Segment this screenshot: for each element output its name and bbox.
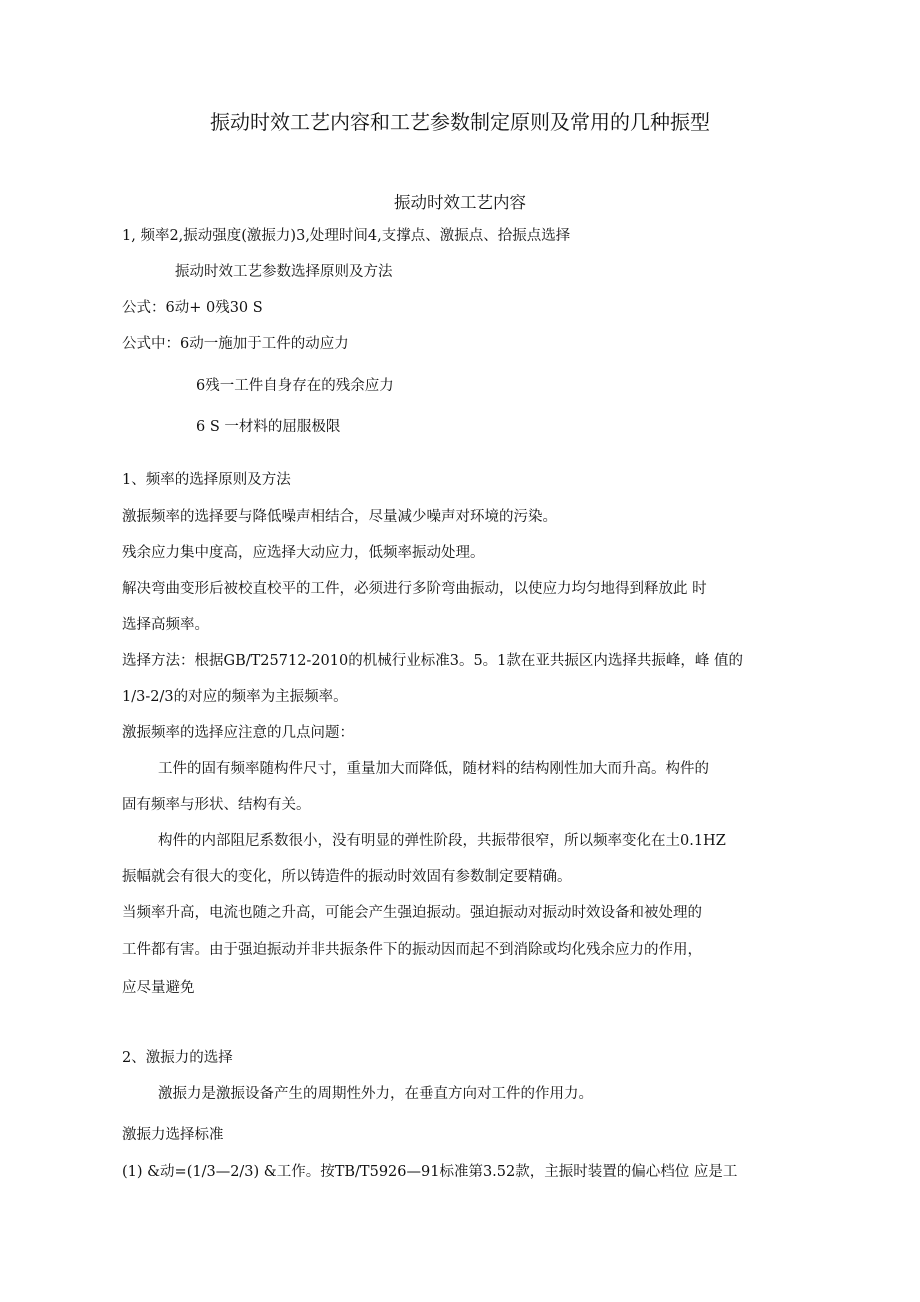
paragraph-line: 1/3-2/3的对应的频率为主振频率。 — [122, 689, 348, 705]
paragraph-line: 激振力选择标准 — [122, 1127, 224, 1143]
paragraph-line: 选择高频率。 — [122, 617, 209, 633]
section-heading: 2、激振力的选择 — [122, 1050, 233, 1066]
paragraph-line: 振幅就会有很大的变化，所以铸造件的振动时效固有参数制定要精确。 — [122, 869, 572, 885]
paragraph-line: (1) &动=(1/3—2/3) &工作。按TB/T5926—91标准第3.52款，主振时装置的偏心档位 应是工 — [122, 1164, 738, 1180]
paragraph-line: 1, 频率2,振动强度(激振力)3,处理时间4,支撑点、激振点、拾振点选择 — [122, 228, 571, 244]
paragraph-line: 解决弯曲变形后被校直校平的工件，必须进行多阶弯曲振动，以使应力均匀地得到释放此 时 — [122, 581, 707, 597]
section-heading: 振动时效工艺内容 — [394, 193, 526, 212]
paragraph-line: 激振频率的选择应注意的几点问题： — [122, 725, 354, 741]
paragraph-line: 残余应力集中度高，应选择大动应力，低频率振动处理。 — [122, 545, 485, 561]
formula-definition: 6 S 一材料的屈服极限 — [196, 419, 341, 435]
paragraph-line: 当频率升高，电流也随之升高，可能会产生强迫振动。强迫振动对振动时效设备和被处理的 — [122, 905, 702, 921]
formula-definition: 公式中：6动一施加于工件的动应力 — [122, 336, 349, 352]
paragraph-line: 应尽量避免 — [122, 980, 195, 996]
document-title: 振动时效工艺内容和工艺参数制定原则及常用的几种振型 — [210, 110, 710, 134]
paragraph-line: 激振频率的选择要与降低噪声相结合，尽量减少噪声对环境的污染。 — [122, 509, 557, 525]
paragraph-line: 工件的固有频率随构件尺寸，重量加大而降低，随材料的结构刚性加大而升高。构件的 — [158, 761, 709, 777]
subheading: 振动时效工艺参数选择原则及方法 — [175, 264, 393, 280]
formula-line: 公式：6动+ 0残30 S — [122, 300, 263, 316]
paragraph-line: 固有频率与形状、结构有关。 — [122, 797, 311, 813]
paragraph-line: 构件的内部阻尼系数很小，没有明显的弹性阶段，共振带很窄，所以频率变化在土0.1HZ — [158, 833, 726, 849]
paragraph-line: 激振力是激振设备产生的周期性外力，在垂直方向对工件的作用力。 — [158, 1086, 593, 1102]
formula-definition: 6残一工件自身存在的残余应力 — [196, 378, 394, 394]
section-heading: 1、频率的选择原则及方法 — [122, 472, 291, 488]
paragraph-line: 选择方法：根据GB/T25712-2010的机械行业标准3。5。1款在亚共振区内选择共振峰，峰 值的 — [122, 653, 744, 669]
paragraph-line: 工件都有害。由于强迫振动并非共振条件下的振动因而起不到消除或均化残余应力的作用， — [122, 942, 702, 958]
